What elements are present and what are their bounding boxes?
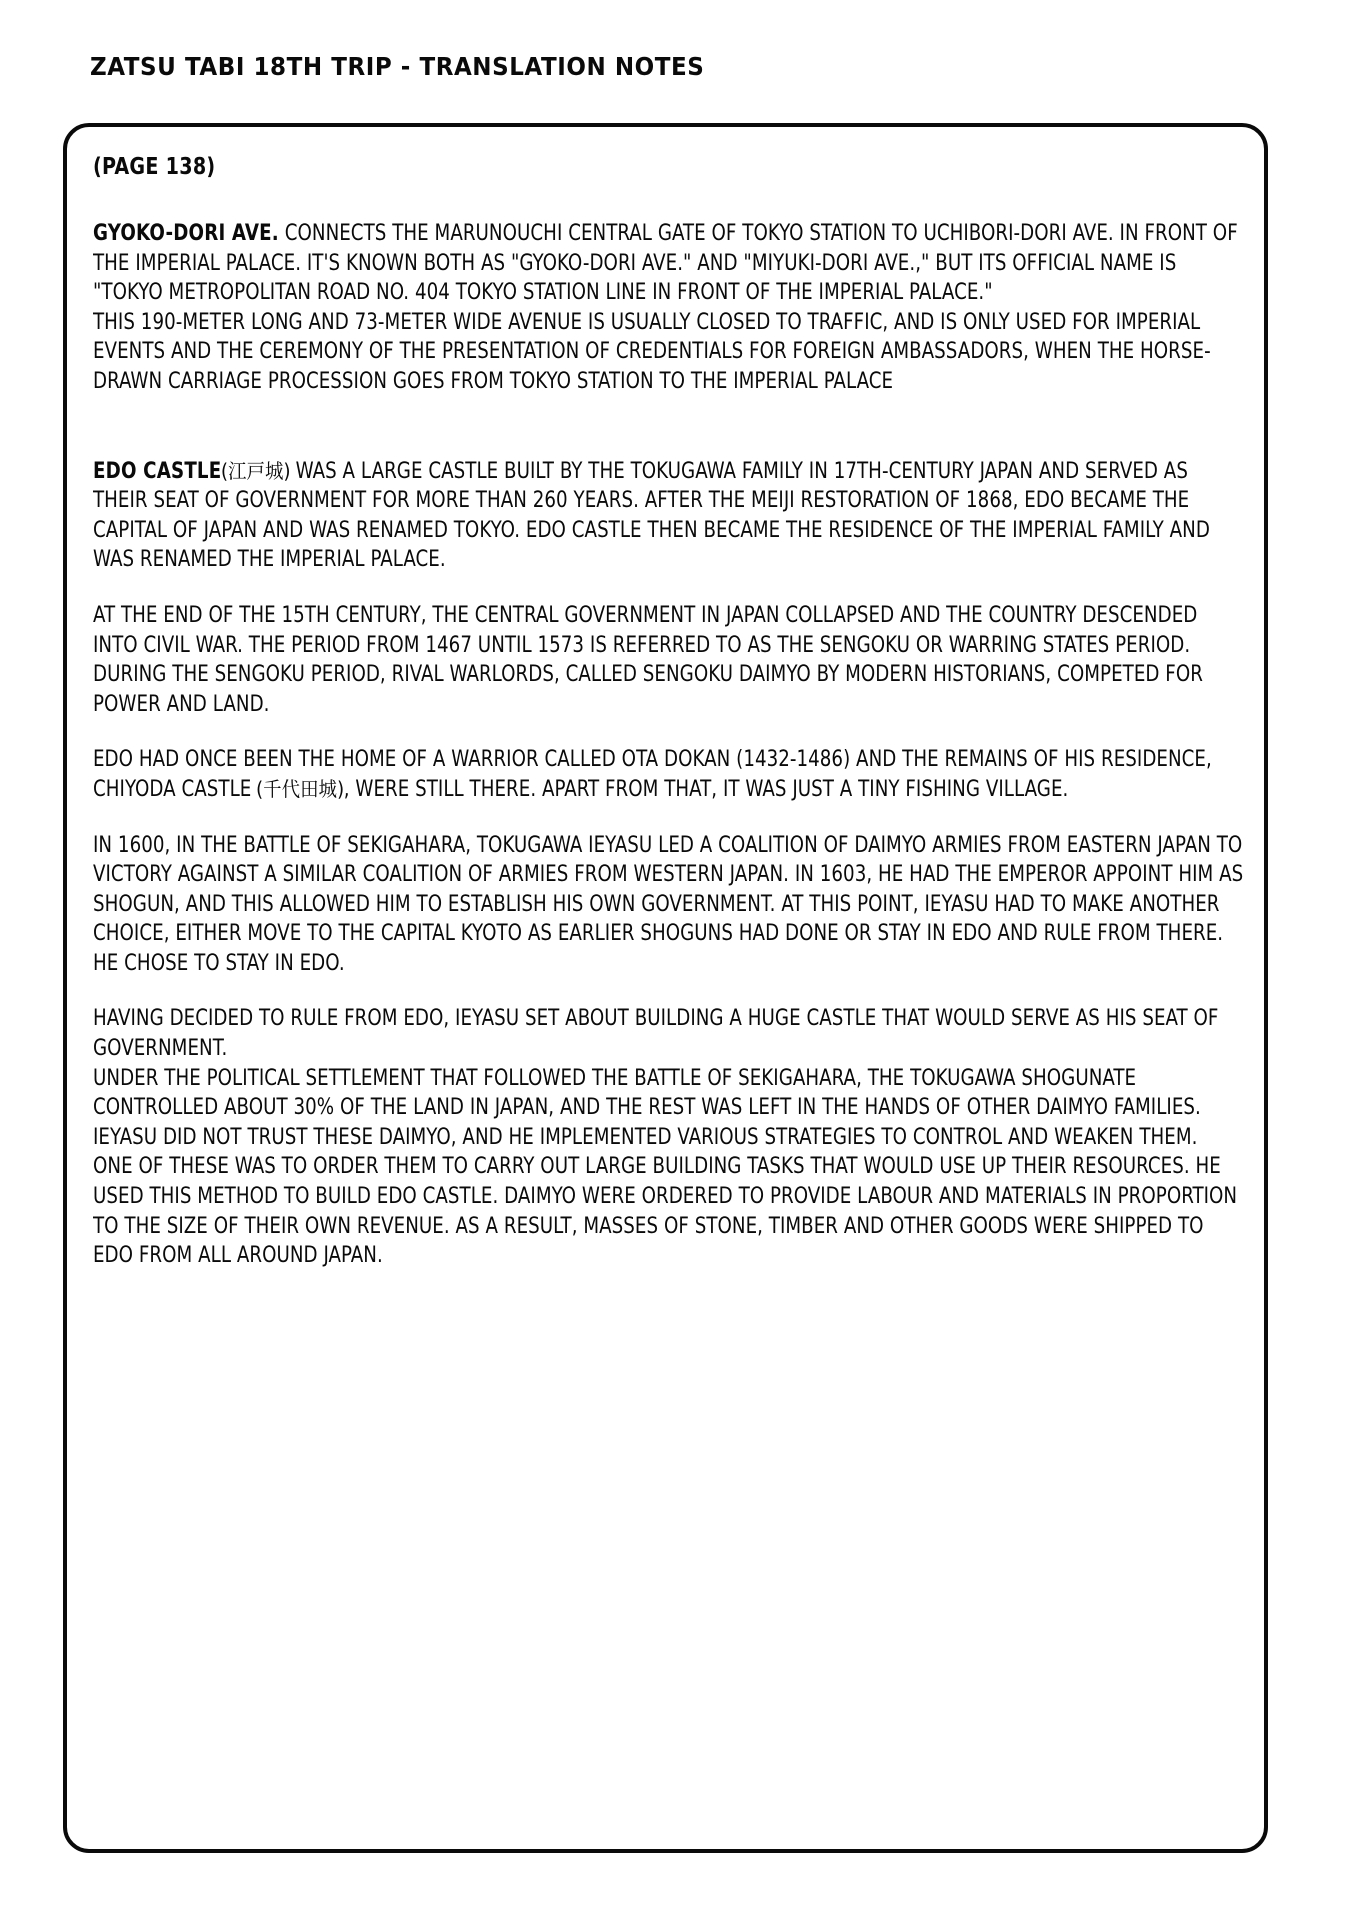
note-entry-gyoko-dori-ave <box>93 219 1244 308</box>
note-term-gyoko-dori-ave: GYOKO-DORI AVE. <box>93 220 279 246</box>
note-body-ota-dokan-b: , WERE STILL THERE. APART FROM THAT, IT WAS JUST A TINY FISHING VILLAGE. <box>343 775 1069 802</box>
note-body-building-tasks: ONE OF THESE WAS TO ORDER THEM TO CARRY OUT LARGE BUILDING TASKS THAT WOULD USE UP THEIR RESOURCES. HE USED THIS METHOD TO BUILD EDO CASTLE. DAIMYO WERE ORDERED TO PROVIDE LABOUR AND MATERIALS IN PROPORTION TO THE SIZE OF THEIR OWN REVENUE. AS A RESULT, MASSES OF STONE, TIMBER AND OTHER GOODS WERE SHIPPED TO EDO FROM ALL AROUND JAPAN. <box>93 1153 1238 1269</box>
note-body-gyoko-dori-usage: THIS 190-METER LONG AND 73-METER WIDE AVENUE IS USUALLY CLOSED TO TRAFFIC, AND IS ONLY USED FOR IMPERIAL EVENTS AND THE CEREMONY OF THE PRESENTATION OF CREDENTIALS FOR FOREIGN AMBASSADORS, WHEN THE HORSE-DRAWN CARRIAGE PROCESSION GOES FROM TOKYO STATION TO THE IMPERIAL PALACE <box>93 308 1211 394</box>
note-entry-building-castle <box>93 1004 1244 1063</box>
note-entry-building-tasks <box>93 1152 1244 1270</box>
note-entry-ota-dokan <box>93 745 1244 804</box>
notes-panel <box>63 123 1268 1853</box>
notes-panel-content <box>93 151 1244 1839</box>
note-entry-sekigahara <box>93 831 1244 979</box>
note-body-building-castle: HAVING DECIDED TO RULE FROM EDO, IEYASU SET ABOUT BUILDING A HUGE CASTLE THAT WOULD SERVE AS HIS SEAT OF GOVERNMENT. <box>93 1005 1219 1062</box>
note-entry-political-settlement <box>93 1064 1244 1153</box>
note-body-ota-dokan-a: EDO HAD ONCE BEEN THE HOME OF A WARRIOR CALLED OTA DOKAN (1432-1486) AND THE REMAINS OF HIS RESIDENCE, CHIYODA CASTLE <box>93 746 1212 802</box>
page-reference-label: (PAGE 138) <box>93 152 216 180</box>
note-entry-sengoku-period <box>93 601 1244 719</box>
note-entry-gyoko-dori-usage <box>93 308 1244 397</box>
note-body-sengoku-period: AT THE END OF THE 15TH CENTURY, THE CENTRAL GOVERNMENT IN JAPAN COLLAPSED AND THE COUNTRY DESCENDED INTO CIVIL WAR. THE PERIOD FROM 1467 UNTIL 1573 IS REFERRED TO AS THE SENGOKU OR WARRING STATES PERIOD. DURING THE SENGOKU PERIOD, RIVAL WARLORDS, CALLED SENGOKU DAIMYO BY MODERN HISTORIANS, COMPETED FOR POWER AND LAND. <box>93 601 1203 717</box>
notes-text-column <box>93 151 1244 1271</box>
note-body-sekigahara: IN 1600, IN THE BATTLE OF SEKIGAHARA, TOKUGAWA IEYASU LED A COALITION OF DAIMYO ARMIES FROM EASTERN JAPAN TO VICTORY AGAINST A SIMILAR COALITION OF ARMIES FROM WESTERN JAPAN. IN 1603, HE HAD THE EMPEROR APPOINT HIM AS SHOGUN, AND THIS ALLOWED HIM TO ESTABLISH HIS OWN GOVERNMENT. AT THIS POINT, IEYASU HAD TO MAKE ANOTHER CHOICE, EITHER MOVE TO THE CAPITAL KYOTO AS EARLIER SHOGUNS HAD DONE OR STAY IN EDO AND RULE FROM THERE. HE CHOSE TO STAY IN EDO. <box>93 831 1244 976</box>
page-header-title: ZATSU TABI 18TH TRIP - TRANSLATION NOTES <box>90 52 705 81</box>
note-entry-edo-castle <box>93 457 1244 575</box>
note-body-gyoko-dori-ave: CONNECTS THE MARUNOUCHI CENTRAL GATE OF TOKYO STATION TO UCHIBORI-DORI AVE. IN FRONT OF THE IMPERIAL PALACE. IT'S KNOWN BOTH AS "GYOKO-DORI AVE." AND "MIYUKI-DORI AVE.," BUT ITS OFFICIAL NAME IS "TOKYO METROPOLITAN ROAD NO. 404 TOKYO STATION LINE IN FRONT OF THE IMPERIAL PALACE." <box>93 220 1238 306</box>
note-body-chiyoda-castle-japanese: (千代田城) <box>256 776 345 801</box>
note-term-edo-castle-japanese: (江戸城) <box>220 458 291 483</box>
note-term-edo-castle: EDO CASTLE <box>93 457 222 484</box>
note-body-political-settlement: UNDER THE POLITICAL SETTLEMENT THAT FOLLOWED THE BATTLE OF SEKIGAHARA, THE TOKUGAWA SHOGUNATE CONTROLLED ABOUT 30% OF THE LAND IN JAPAN, AND THE REST WAS LEFT IN THE HANDS OF OTHER DAIMYO FAMILIES. IEYASU DID NOT TRUST THESE DAIMYO, AND HE IMPLEMENTED VARIOUS STRATEGIES TO CONTROL AND WEAKEN THEM. <box>93 1064 1201 1150</box>
note-body-edo-castle: WAS A LARGE CASTLE BUILT BY THE TOKUGAWA FAMILY IN 17TH-CENTURY JAPAN AND SERVED AS THEIR SEAT OF GOVERNMENT FOR MORE THAN 260 YEARS. AFTER THE MEIJI RESTORATION OF 1868, EDO BECAME THE CAPITAL OF JAPAN AND WAS RENAMED TOKYO. EDO CASTLE THEN BECAME THE RESIDENCE OF THE IMPERIAL FAMILY AND WAS RENAMED THE IMPERIAL PALACE. <box>93 457 1210 573</box>
